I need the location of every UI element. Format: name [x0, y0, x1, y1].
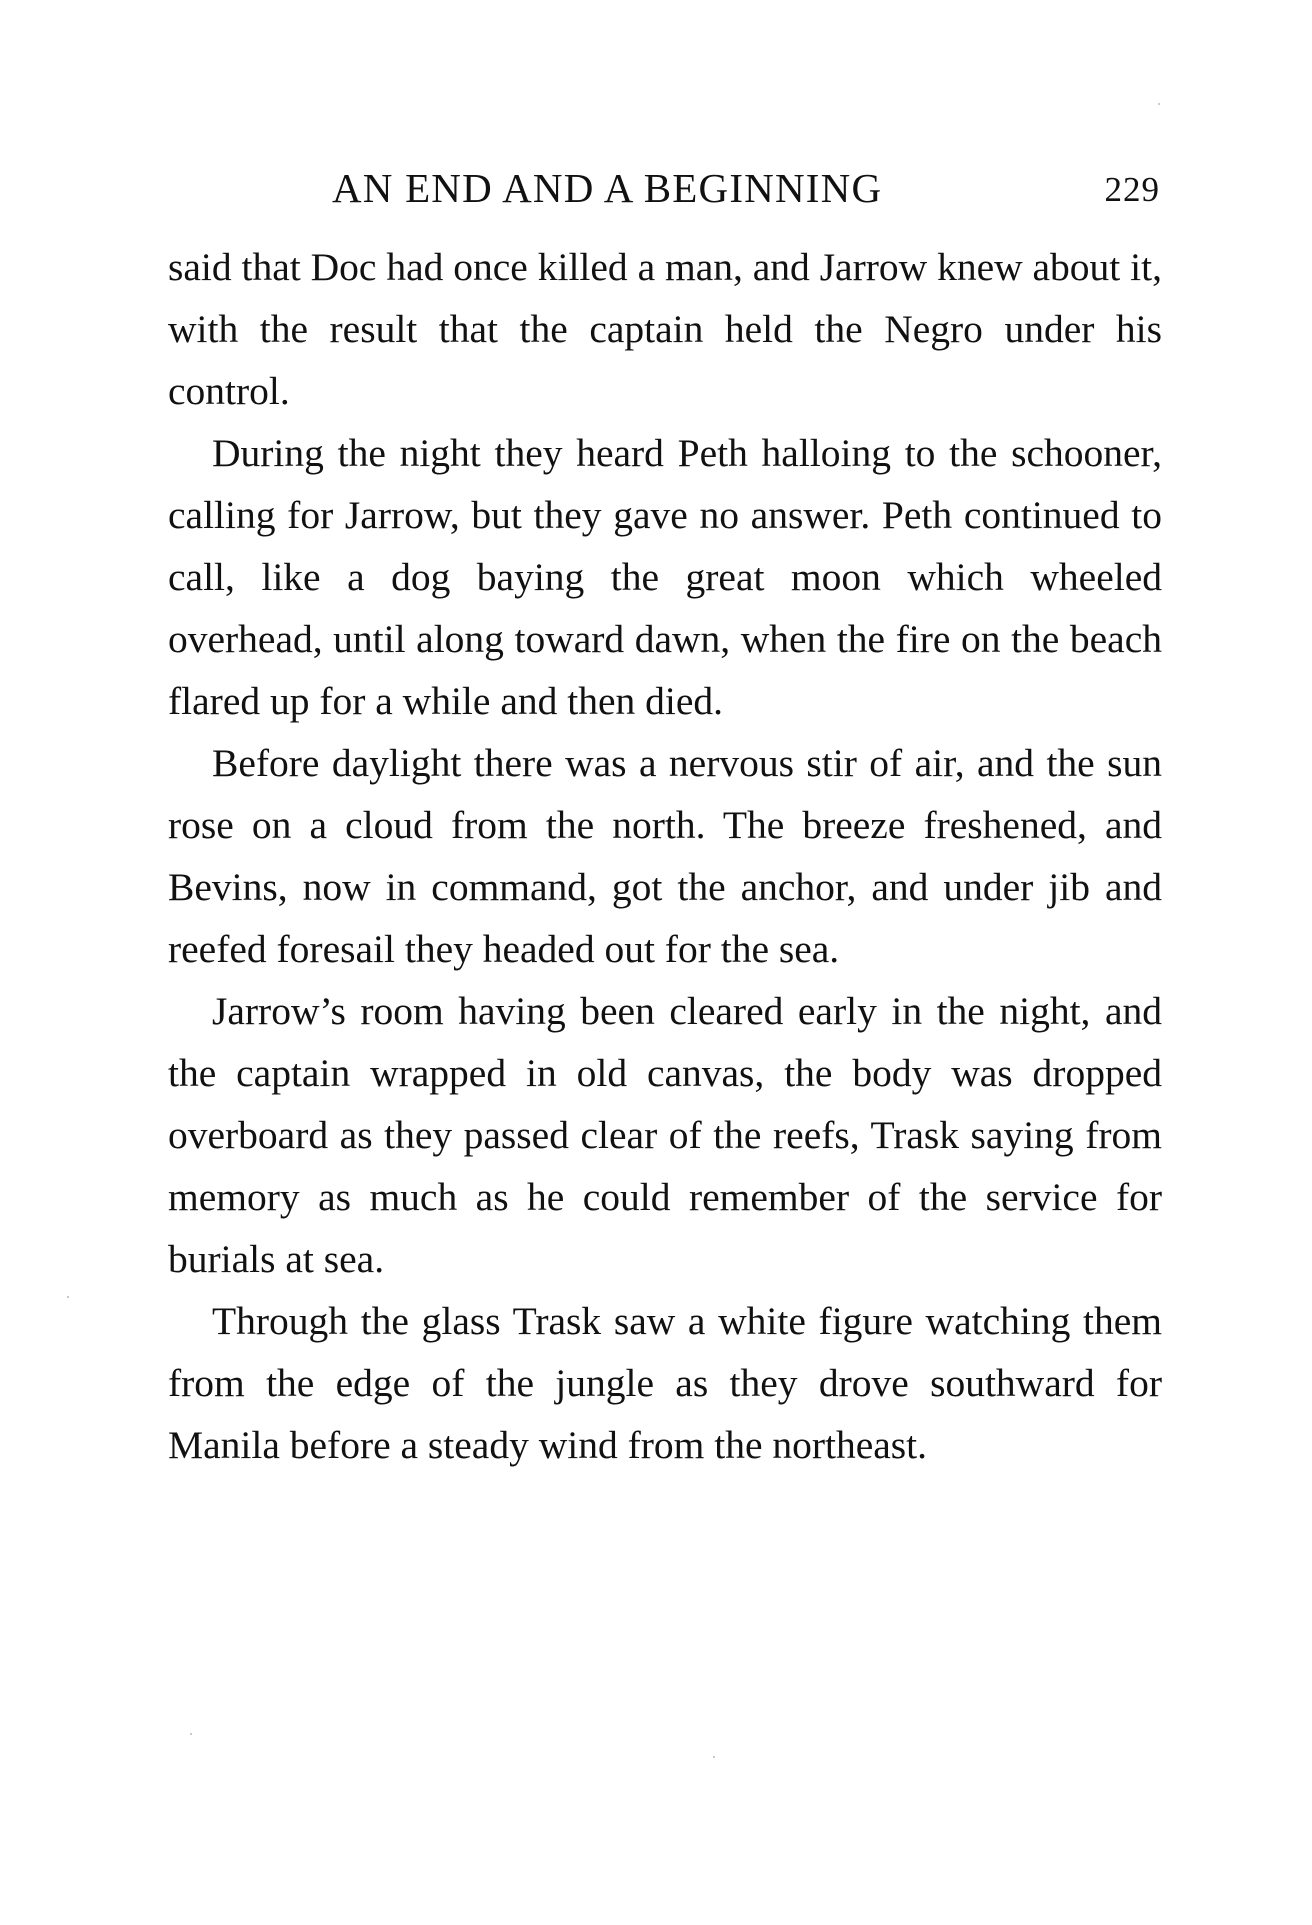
chapter-title: AN END AND A BEGINNING: [332, 165, 883, 211]
running-head: [168, 164, 1160, 212]
page-number: 229: [1104, 170, 1160, 209]
paper-speck: [713, 1756, 715, 1758]
paragraph-4: Jarrow’s room having been cleared early in the night, and the captain wrapped in old canvas, the body was dropped overboard as they passed clear of the reefs, Trask saying from memory as much as he could remember of the service for burials at sea.: [168, 989, 1162, 1281]
paper-speck: [1158, 103, 1160, 105]
paper-speck: [67, 1296, 69, 1298]
paper-speck: [190, 1733, 192, 1735]
paragraph-2: During the night they heard Peth halloing to the schooner, calling for Jarrow, but they gave no answer. Peth continued to call, like a dog baying the great moon which wheeled overhead, until along toward dawn, when the fire on the beach flared up for a while and then died.: [168, 431, 1162, 723]
body-text: [168, 236, 1162, 1476]
paragraph-5: Through the glass Trask saw a white figure watching them from the edge of the jungle as they drove southward for Manila before a steady wind from the northeast.: [168, 1299, 1162, 1467]
paragraph-1: said that Doc had once killed a man, and Jarrow knew about it, with the result that the captain held the Negro under his control.: [168, 245, 1162, 413]
paragraph-3: Before daylight there was a nervous stir of air, and the sun rose on a cloud from the north. The breeze freshened, and Bevins, now in command, got the anchor, and under jib and reefed foresail they headed out for the sea.: [168, 741, 1162, 971]
